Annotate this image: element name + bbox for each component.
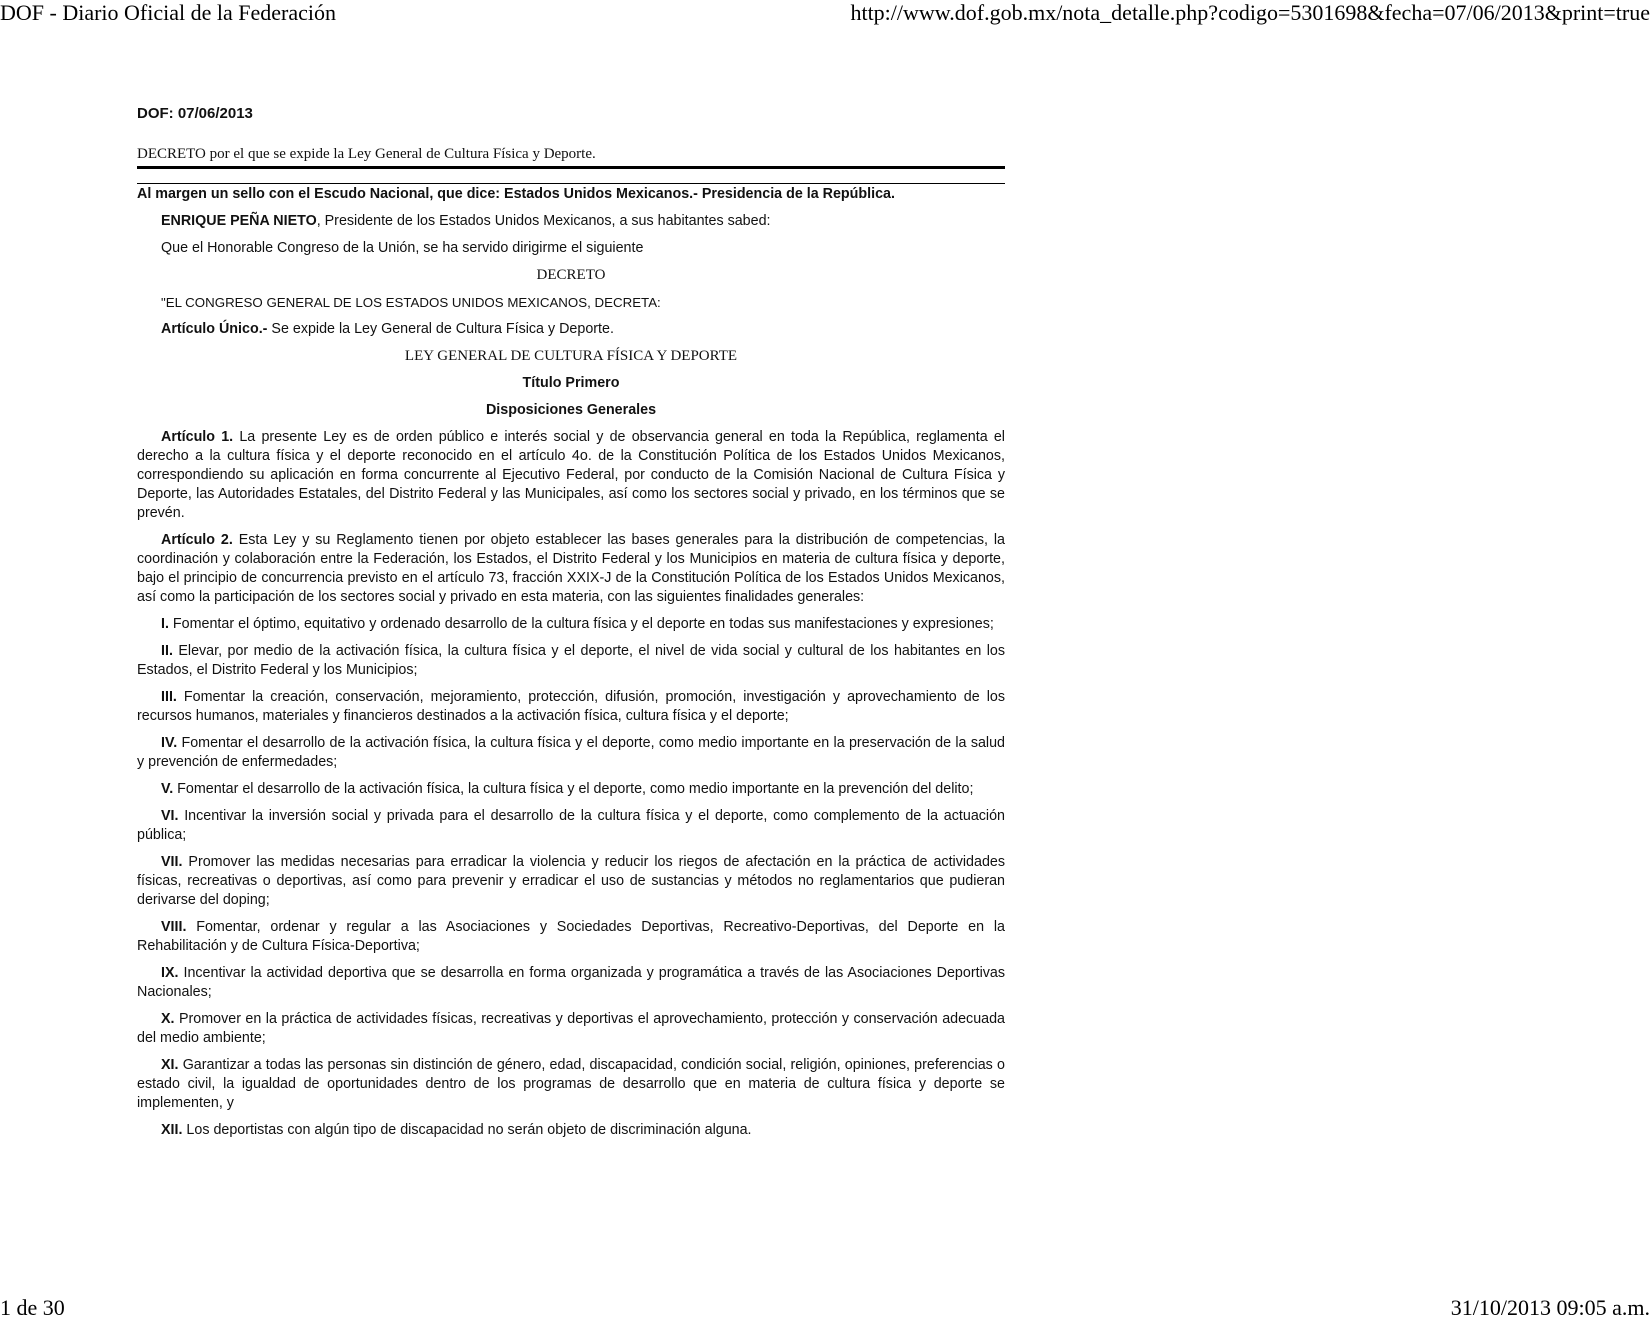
fraction-paragraph [137, 780, 1005, 799]
fraction-label: III. [161, 689, 177, 705]
president-paragraph [137, 212, 1005, 231]
margin-note: Al margen un sello con el Escudo Nacional, que dice: Estados Unidos Mexicanos.- Presidencia de la República. [137, 183, 1005, 204]
article-unique [137, 320, 1005, 339]
fraction-paragraph [137, 807, 1005, 845]
document-body [137, 104, 1005, 1148]
fraction-text: Fomentar, ordenar y regular a las Asociaciones y Sociedades Deportivas, Recreativo-Deportivas, del Deporte en la Rehabilitación y de Cultura Física-Deportiva; [137, 919, 1005, 954]
print-footer-page: 1 de 30 [0, 1295, 65, 1320]
decree-title: DECRETO por el que se expide la Ley General de Cultura Física y Deporte. [137, 145, 1005, 169]
president-name: ENRIQUE PEÑA NIETO [161, 213, 317, 229]
article-text: Esta Ley y su Reglamento tienen por objeto establecer las bases generales para la distribución de competencias, la coordinación y colaboración entre la Federación, los Estados, el Distrito Federal y los Municipios en materia de cultura física y deporte, bajo el principio de concurrencia previsto en el artículo 73, fracción XXIX-J de la Constitución Política de los Estados Unidos Mexicanos, así como la participación de los sectores social y privado en esta materia, con las siguientes finalidades generales: [137, 532, 1005, 605]
fraction-label: XII. [161, 1122, 183, 1138]
fraction-paragraph [137, 615, 1005, 634]
fraction-text: Fomentar el desarrollo de la activación física, la cultura física y el deporte, como medio importante en la prevención del delito; [173, 781, 974, 797]
law-title: LEY GENERAL DE CULTURA FÍSICA Y DEPORTE [404, 348, 738, 364]
article-label: Artículo 1. [161, 429, 234, 445]
article-paragraph [137, 428, 1005, 523]
article-paragraph [137, 531, 1005, 607]
fraction-paragraph [137, 1121, 1005, 1140]
article-label: Artículo 2. [161, 532, 233, 548]
fraction-text: Fomentar el óptimo, equitativo y ordenado desarrollo de la cultura física y el deporte en todas sus manifestaciones y expresiones; [168, 616, 994, 632]
fraction-paragraph [137, 918, 1005, 956]
dof-date: DOF: 07/06/2013 [137, 105, 253, 122]
fraction-label: VII. [161, 854, 183, 870]
article-unique-label: Artículo Único.- [161, 321, 268, 337]
fraction-text: Incentivar la inversión social y privada para el desarrollo de la cultura física y el deporte, como complemento de la actuación pública; [137, 808, 1005, 843]
fraction-label: X. [161, 1011, 175, 1027]
fraction-label: I. [161, 616, 169, 632]
decreto-heading: DECRETO [536, 267, 606, 283]
congress-line: Que el Honorable Congreso de la Unión, se ha servido dirigirme el siguiente [161, 240, 644, 256]
president-text: , Presidente de los Estados Unidos Mexicanos, a sus habitantes sabed: [316, 213, 771, 229]
fraction-text: Incentivar la actividad deportiva que se desarrolla en forma organizada y programática a través de las Asociaciones Deportivas Nacionales; [137, 965, 1005, 1000]
fraction-text: Fomentar el desarrollo de la activación física, la cultura física y el deporte, como medio importante en la preservación de la salud y prevención de enfermedades; [137, 735, 1005, 770]
fraction-label: VI. [161, 808, 179, 824]
article-text: La presente Ley es de orden público e interés social y de observancia general en toda la República, reglamenta el derecho a la cultura física y el deporte reconocido en el artículo 4o. de la Constitución Política de los Estados Unidos Mexicanos, correspondiendo su aplicación en forma concurrente al Ejecutivo Federal, por conducto de la Comisión Nacional de Cultura Física y Deporte, las Autoridades Estatales, del Distrito Federal y las Municipales, así como los sectores social y privado, en los términos que se prevén. [137, 429, 1005, 521]
fraction-label: II. [161, 643, 173, 659]
article-unique-text: Se expide la Ley General de Cultura Física y Deporte. [267, 321, 614, 337]
fraction-text: Los deportistas con algún tipo de discapacidad no serán objeto de discriminación alguna. [182, 1122, 752, 1138]
fraction-paragraph [137, 1010, 1005, 1048]
fraction-text: Garantizar a todas las personas sin distinción de género, edad, discapacidad, condición social, religión, opiniones, preferencias o estado civil, la igualdad de oportunidades dentro de los programas de desarrollo que en materia de cultura física y deporte se implementen, y [137, 1057, 1005, 1111]
disposiciones-heading: Disposiciones Generales [485, 402, 657, 418]
fraction-label: IV. [161, 735, 178, 751]
fraction-paragraph [137, 964, 1005, 1002]
print-header-title: DOF - Diario Oficial de la Federación [0, 0, 336, 25]
fraction-paragraph [137, 853, 1005, 910]
fraction-paragraph [137, 642, 1005, 680]
fraction-text: Fomentar la creación, conservación, mejoramiento, protección, difusión, promoción, investigación y aprovechamiento de los recursos humanos, materiales y financieros destinados a la activación física, cultura física y el deporte; [137, 689, 1005, 724]
print-footer-datetime: 31/10/2013 09:05 a.m. [1450, 1295, 1650, 1320]
fraction-paragraph [137, 734, 1005, 772]
titulo-heading: Título Primero [522, 375, 620, 391]
fraction-label: XI. [161, 1057, 179, 1073]
fraction-label: VIII. [161, 919, 187, 935]
congress-decree: "EL CONGRESO GENERAL DE LOS ESTADOS UNIDOS MEXICANOS, DECRETA: [161, 295, 661, 310]
print-header-url: http://www.dof.gob.mx/nota_detalle.php?codigo=5301698&fecha=07/06/2013&print=true [850, 0, 1650, 25]
fraction-text: Elevar, por medio de la activación física, la cultura física y el deporte, el nivel de vida social y cultural de los habitantes en los Estados, el Distrito Federal y los Municipios; [137, 643, 1005, 678]
fraction-label: IX. [161, 965, 179, 981]
fraction-text: Promover en la práctica de actividades físicas, recreativas y deportivas el aprovechamiento, protección y conservación adecuada del medio ambiente; [137, 1011, 1005, 1046]
fraction-text: Promover las medidas necesarias para erradicar la violencia y reducir los riegos de afectación en la práctica de actividades físicas, recreativas o deportivas, así como para prevenir y erradicar el uso de sustancias y métodos no reglamentarios que pudieran derivarse del doping; [137, 854, 1005, 908]
fraction-paragraph [137, 688, 1005, 726]
fraction-paragraph [137, 1056, 1005, 1113]
fraction-label: V. [161, 781, 174, 797]
